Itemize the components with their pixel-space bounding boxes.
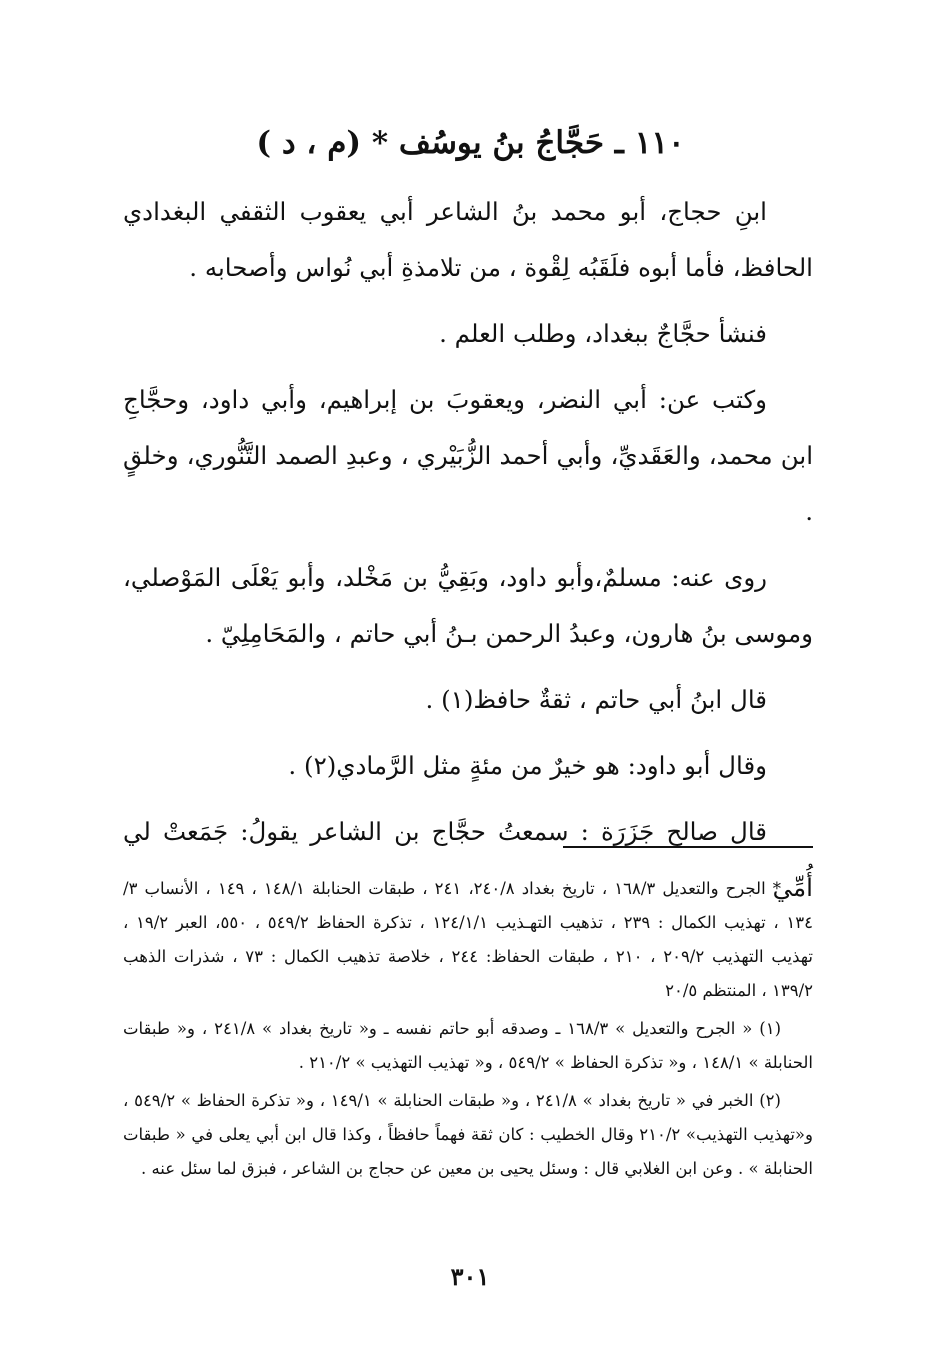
paragraph-upbringing: فنشأ حجَّاجٌ ببغداد، وطلب العلم . bbox=[439, 319, 767, 348]
paragraph-teachers: وكتب عن: أبي النضر، ويعقوبَ بن إبراهيم، وأبي داود، وحجَّاجِ ابن محمد، والعَقَديِّ، وأبي أحمد الزُّبَيْري ، وعبدِ الصمد التَّنُّوري، وخلقٍ . bbox=[123, 385, 813, 526]
footnote-2: (٢) الخبر في « تاريخ بغداد » ٢٤١/٨ ، و« طبقات الحنابلة » ١٤٩/١ ، و« تذكرة الحفاظ » ٥٤٩/٢ ، و«تهذيب التهذيب» ٢١٠/٢ وقال الخطيب : كان ثقة فهماً حافظاً ، وكذا قال ابن أبي يعلى في « طبقات الحنابلة » . وعن ابن الغلابي قال : وسئل يحيى بن معين عن حجاج بن الشاعر ، فبزق لما سئل عنه . bbox=[123, 1091, 813, 1178]
paragraph-students: روى عنه: مسلمٌ،وأبو داود، وبَقِيُّ بن مَخْلد، وأبو يَعْلَى المَوْصلي، وموسى بنُ هارون، وعبدُ الرحمن بـنُ أبي حاتم ، والمَحَامِلِيّ . bbox=[123, 563, 813, 648]
paragraph-quote-abi-hatim: قال ابنُ أبي حاتم ، ثقةٌ حافظ(١) . bbox=[425, 685, 767, 714]
paragraph-quote-abu-dawud: وقال أبو داود: هو خيرٌ من مئةٍ مثل الرَّمادي(٢) . bbox=[288, 751, 767, 780]
footnotes bbox=[123, 872, 813, 1190]
entry-heading: ١١٠ ـ حَجَّاجُ بنُ يوسُف * (م ، د ) bbox=[256, 125, 685, 161]
footnote-separator bbox=[563, 846, 813, 848]
entry-body bbox=[123, 184, 813, 926]
footnote-1: (١) « الجرح والتعديل » ١٦٨/٣ ـ وصدقه أبو حاتم نفسه ـ و« تاريخ بغداد » ٢٤١/٨ ، و« طبقات الحنابلة » ١٤٨/١ ، و« تذكرة الحفاظ » ٥٤٩/٢ ، و« تهذيب التهذيب » ٢١٠/٢ . bbox=[123, 1019, 813, 1072]
page-number: ٣٠١ bbox=[450, 1262, 490, 1291]
paragraph-quote-salih: قال صالح جَزَرَة : سمعتُ حجَّاج بن الشاعر يقولُ: جَمَعتْ لي أُمِّي bbox=[123, 817, 813, 902]
footnote-sources: * الجرح والتعديل ١٦٨/٣ ، تاريخ بغداد ٢٤٠/٨، ٢٤١ ، طبقات الحنابلة ١٤٨/١ ، ١٤٩ ، الأنساب ٣/ ١٣٤ ، تهذيب الكمال : ٢٣٩ ، تذهيب التهـذيب ١٢٤/١/١ ، تذكرة الحفاظ ٥٤٩/٢ ، ٥٥٠، العبر ١٩/٢ ، تهذيب التهذيب ٢٠٩/٢ ، ٢١٠ ، طبقات الحفاظ: ٢٤٤ ، خلاصة تذهيب الكمال : ٧٣ ، شذرات الذهب ١٣٩/٢ ، المنتظم ٢٠/٥ bbox=[123, 879, 813, 1000]
paragraph-lineage: ابنِ حجاج، أبو محمد بنُ الشاعر أبي يعقوب الثقفي البغدادي الحافظ، فأما أبوه فلَقَبُه لِقْوة ، من تلامذةِ أبي نُواس وأصحابه . bbox=[123, 197, 813, 282]
